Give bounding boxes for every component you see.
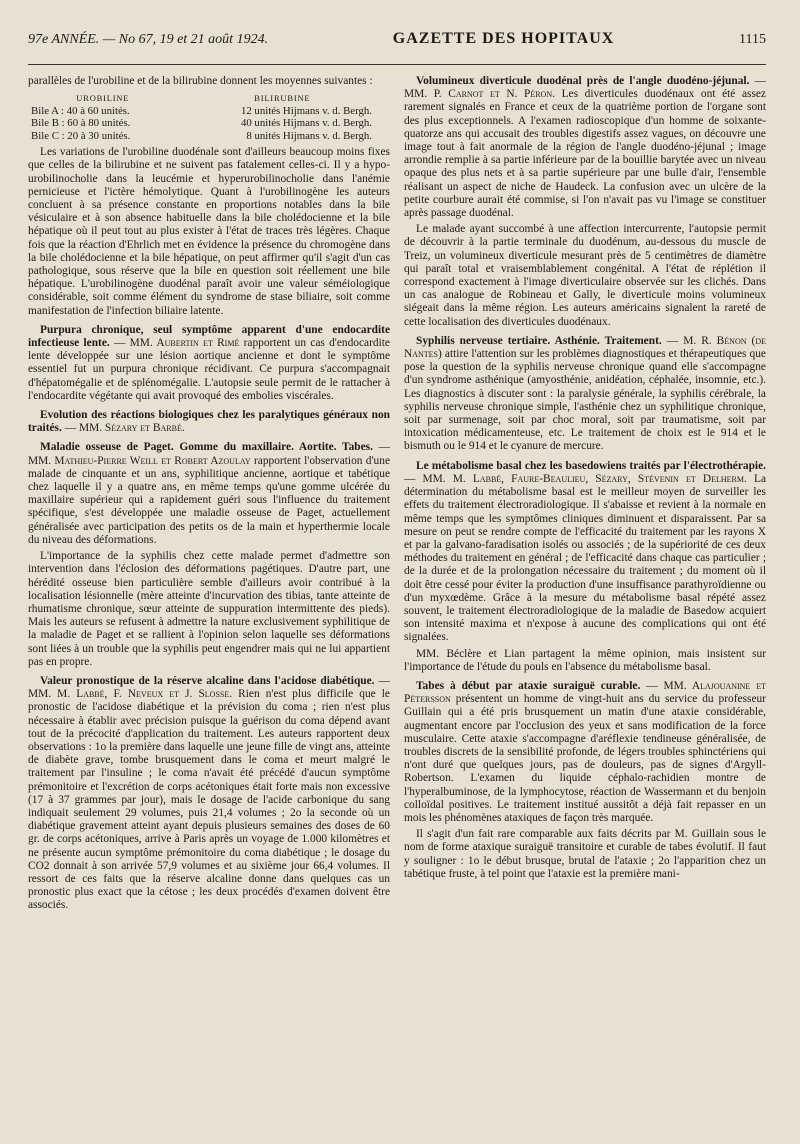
table-cell: Bile C : 20 à 30 unités. [31, 129, 131, 142]
table-cell: 8 unités Hijmans v. d. Bergh. [246, 129, 372, 142]
article-syphilis [404, 335, 766, 454]
section-title: Maladie osseuse de Paget. Gomme du maxillaire. Aortite. Tabes. [40, 441, 373, 454]
paragraph: Le malade ayant succombé à une affection intercurrente, l'autopsie permit de découvrir à la partie terminale du duodénum, au-dessous du muscle de Treiz, un volumineux diverticule mesurant près de 5 centimètres de diamètre qui paraît total et vraisemblablement congénital. A l'état de réplétion il correspond exactement à l'image diverticulaire observée sur les clichés. Dans un cas analogue de Robineau et Gally, le diverticule moins volumineux siégeait dans la même région. Les auteurs américains signalent la rareté de cette localisation des diverticules duodénaux. [404, 223, 766, 328]
paragraph: L'importance de la syphilis chez cette malade permet d'admettre son intervention dans l'éclosion des déformations pagétiques. D'autre part, une hérédité osseuse bien particulière semble d'ailleurs avoir contribué à la localisation lésionnelle (mère atteinte d'incurvation des tibias, tante atteinte de rhumatisme chronique, sœur atteinte de suppuration intermittente des pieds). Mais les auteurs se refusent à admettre la nature exclusivement syphilitique de la maladie de Paget et se rallient à l'opinion selon laquelle ses déformations sont liées à un trouble que la syphilis peut engendrer mais qui ne lui appartient pas en propre. [28, 550, 390, 668]
paragraph: Les variations de l'urobiline duodénale sont d'ailleurs beaucoup moins fixes que celles de la bilirubine et ne suivent pas fatalement celles-ci. Il y a hypo-urobilinocholie dans la leucémie et hyperurobilinocholie dans l'anémie pernicieuse et l'ictère hémolytique. Quant à l'urobilinogène les auteurs concluent à sa présence constante en proportions notables dans la bile vésiculaire et à son absence habituelle dans la bile cholédocienne et la bile hépatique où il peut tout au plus exister à l'état de traces très légères. Chaque fois que la réaction d'Ehrlich met en évidence la présence du chromogène dans la bile cholédocienne et la bile hépatique, on peut affirmer qu'il s'agit d'un cas pathologique, sous réserve que la bile en question soit réellement une bile hépatique. L'urobilinogène duodénal paraît avoir une valeur séméiologique considérable, soit comme élément du syndrome de stase biliaire, soit comme manifestation de l'infection biliaire latente. [28, 146, 390, 317]
table-header [28, 92, 390, 105]
col-urobiline: UROBILINE [76, 93, 130, 104]
table-row [28, 130, 390, 143]
left-column [28, 75, 390, 916]
bile-table [28, 92, 390, 142]
authors: — MM. Alajouanine et Pétersson [404, 679, 766, 706]
paragraph: Il s'agit d'un fait rare comparable aux faits décrits par M. Guillain sous le nom de forme ataxique suraiguë transitoire et curable de tabes évolutif. Il faut y souligner : 1o le début brusque, brutal de l'ataxie ; 2o l'apparition chez un tabétique fruste, à tel point que l'ataxie est la première mani- [404, 828, 766, 880]
table-row [28, 105, 390, 118]
authors: — MM. P. Carnot et N. Péron. [404, 75, 766, 101]
table-intro: parallèles de l'urobiline et de la bilirubine donnent les moyennes suivantes : [28, 75, 373, 87]
table-cell: Bile A : 40 à 60 unités. [31, 104, 130, 117]
article-paget [28, 441, 390, 547]
body-text: rapportent un cas d'endocardite lente développée sur une lésion aortique ancienne et dont le symptôme essentiel fut un purpura chronique récidivant. Ce purpura s'accompagnait d'hépatomégalie et de splénomégalie. L'autopsie seule permit de le rattacher à l'endocardite végétante qui avait provoqué des embolies viscérales. [28, 337, 390, 402]
authors: — MM. Mathieu-Pierre Weill et Robert Azoulay [28, 441, 390, 467]
running-header [28, 30, 766, 65]
table-cell: 40 unités Hijmans v. d. Bergh. [240, 117, 372, 130]
body-text: attire l'attention sur les problèmes diagnostiques et thérapeutiques que pose la question de la syphilis nerveuse chronique quand elle s'accompagne d'un syndrome asthénique (amyosthénie, anidéation, céphalée, insomnie, etc.). Les diagnostics à discuter sont : la paralysie générale, la syphilis cérébrale, la syphilis nerveuse chronique simple, l'asthénie chez un syphilitique chronique, soit par surmenage, soit par choc moral, soit par traumatisme, soit par intoxication médicamenteuse, etc. Le traitement de choix est le 914 et le bismuth ou le 914 et le cyanure de mercure. [404, 348, 766, 453]
body-text: rapportent l'observation d'une malade de cinquante et un ans, syphilitique ancienne, aortique et tabétique chez laquelle il y a quatre ans, en même temps qu'une gomme ulcérée du maxillaire supérieur qui a rapidement guéri sous l'influence du traitement spécifique, s'est développée une maladie osseuse de Paget, actuellement généralisée avec participation des petits os de la main et hyperthermie locale du niveau des déformations. [28, 454, 390, 546]
table-cell: 12 unités Hijmans v. d. Bergh. [240, 104, 372, 117]
section-title: Volumineux diverticule duodénal près de l'angle duodéno-jéjunal. [416, 75, 750, 87]
article-acidose [28, 675, 390, 913]
article-diverticule [404, 75, 766, 220]
authors: — MM. Sézary et Barbé. [64, 422, 185, 435]
article-purpura [28, 324, 390, 403]
article-reactions [28, 409, 390, 435]
section-title: Syphilis nerveuse tertiaire. Asthénie. Traitement. [416, 334, 662, 347]
table-cell: Bile B : 60 à 80 unités. [31, 117, 131, 130]
authors: — MM. Aubertin et Rimé [114, 337, 240, 350]
authors: — MM. M. Labbé, F. Neveux et J. Slosse. [28, 674, 390, 701]
section-title: Tabes à début par ataxie suraiguë curable. [416, 679, 641, 692]
issue-info: 97e ANNÉE. — No 67, 19 et 21 août 1924. [28, 32, 269, 47]
authors: — M. R. Bénon (de Nantes) [404, 334, 766, 361]
section-title: Le métabolisme basal chez les basedowiens traités par l'électrothérapie. [416, 459, 766, 472]
col-bilirubine: BILIRUBINE [254, 93, 311, 104]
body-text: Rien n'est plus difficile que le pronostic de l'acidose diabétique et la prévision du coma ; rien n'est plus nécessaire à établir avec précision puisque la guérison du coma dépend avant tout de la précocité d'application du traitement. Les auteurs rapportent deux observations : 1o la première dans laquelle une jeune fille de vingt ans, atteinte de diabète grave, tombe brusquement dans le coma et meurt malgré le traitement par l'insuline ; le coma n'avait été précédé d'aucun symptôme prémonitoire et l'excrétion de corps acétoniques était forte mais non excessive (17 à 37 grammes par jour), mais le dosage de l'acide carbonique du sang indiquait seulement 29 volumes, puis 21,4 volumes ; 2o la seconde où un diabétique gravement atteint ayant depuis plusieurs semaines des doses de 60 gr. de corps acétoniques, arrive à Paris après un voyage de 1.000 kilomètres et ne présente aucun symptôme prémonitoire du coma diabétique ; le dosage du CO2 donnait à son arrivée 57,9 volumes et au sixième jour 66,4 volumes. Il ressort de ces faits que la réserve alcaline donne dans quelques cas un pronostic plus exact que la cétose ; les deux procédés d'examen doivent être associés. [28, 688, 390, 912]
article-tabes [404, 680, 766, 825]
paragraph: MM. Béclère et Lian partagent la même opinion, mais insistent sur l'importance de l'étude du pouls en l'absence du métabolisme basal. [404, 647, 766, 673]
article-metabolisme [404, 460, 766, 645]
body-text: La détermination du métabolisme basal est le meilleur moyen de surveiller les effets du traitement électroradiologique. Il s'abaisse et revient à la normale en même temps que les symptômes cliniques diminuent et disparaissent. Par sa mesure on peut se rendre compte de l'efficacité du traitement par les rayons X et par la galvano-faradisation isolés ou associés ; de la supériorité de ces deux méthodes du traitement en général ; de l'efficacité dans chaque cas particulier ; de la durée et de la prolongation nécessaire du traitement ; du moment où il doit être cessé pour éviter la production d'une insuffisance parathyroïdienne ou d'un myxœdème. Grâce à la mesure du métabolisme basal répété assez souvent, le traitement électroradiologique de la maladie de Basedow acquiert son intensité maxima et n'expose à aucune des complications qui ont été signalées. [404, 472, 766, 644]
table-row [28, 117, 390, 130]
journal-title: GAZETTE DES HOPITAUX [392, 30, 615, 47]
authors: — MM. M. Labbé, Faure-Beaulieu, Sézary, Stévenin et Delherm. [404, 472, 747, 485]
page-number: 1115 [739, 32, 766, 47]
right-column [404, 75, 766, 916]
section-title: Evolution des réactions biologiques chez les paralytiques généraux non traités. [28, 409, 390, 435]
body-text: présentent un homme de vingt-huit ans du service du professeur Guillain qui a été pris brusquement un matin d'une ataxie considérable, augmentant encore par l'occlusion des yeux et sans modification de la force musculaire. Cette ataxie s'accompagne d'aréflexie tendineuse généralisée, de troubles discrets de la sensibilité profonde, de légers troubles sphinctériens qui n'ont duré que quelques jours, pas de douleurs, pas de signes d'Argyll-Robertson. L'examen du liquide céphalo-rachidien montre de l'hyperalbuminose, de la lymphocytose, réaction de Wassermann et du benjoin colloïdal positives. Le traitement institué aussitôt a déjà fait repasser en un mois les phénomènes ataxiques de façon très marquée. [404, 693, 766, 824]
body-text: Les diverticules duodénaux ont été assez rarement signalés en France et ceux de la quatrième portion de l'organe sont des plus exceptionnels. A l'examen radioscopique d'un homme de soixante-quatorze ans qui accusait des troubles digestifs assez vagues, on découvre une image tout à fait anormale de la région de l'angle duodéno-jéjunal ; image arrondie remplie à sa partie inférieure par de la bouillie barytée avec un niveau opaque des plus nets et à sa partie supérieure par une bulle d'air, l'ensemble réalisant un aspect de niche de Haudeck. La confusion avec un ulcère de la petite courbure aurait été commise, si l'on n'avait pas vu l'image se constituer après passage duodénal. [404, 88, 766, 220]
section-title: Purpura chronique, seul symptôme apparent d'une endocardite infectieuse lente. [28, 323, 390, 350]
section-title: Valeur pronostique de la réserve alcaline dans l'acidose diabétique. [40, 674, 375, 687]
